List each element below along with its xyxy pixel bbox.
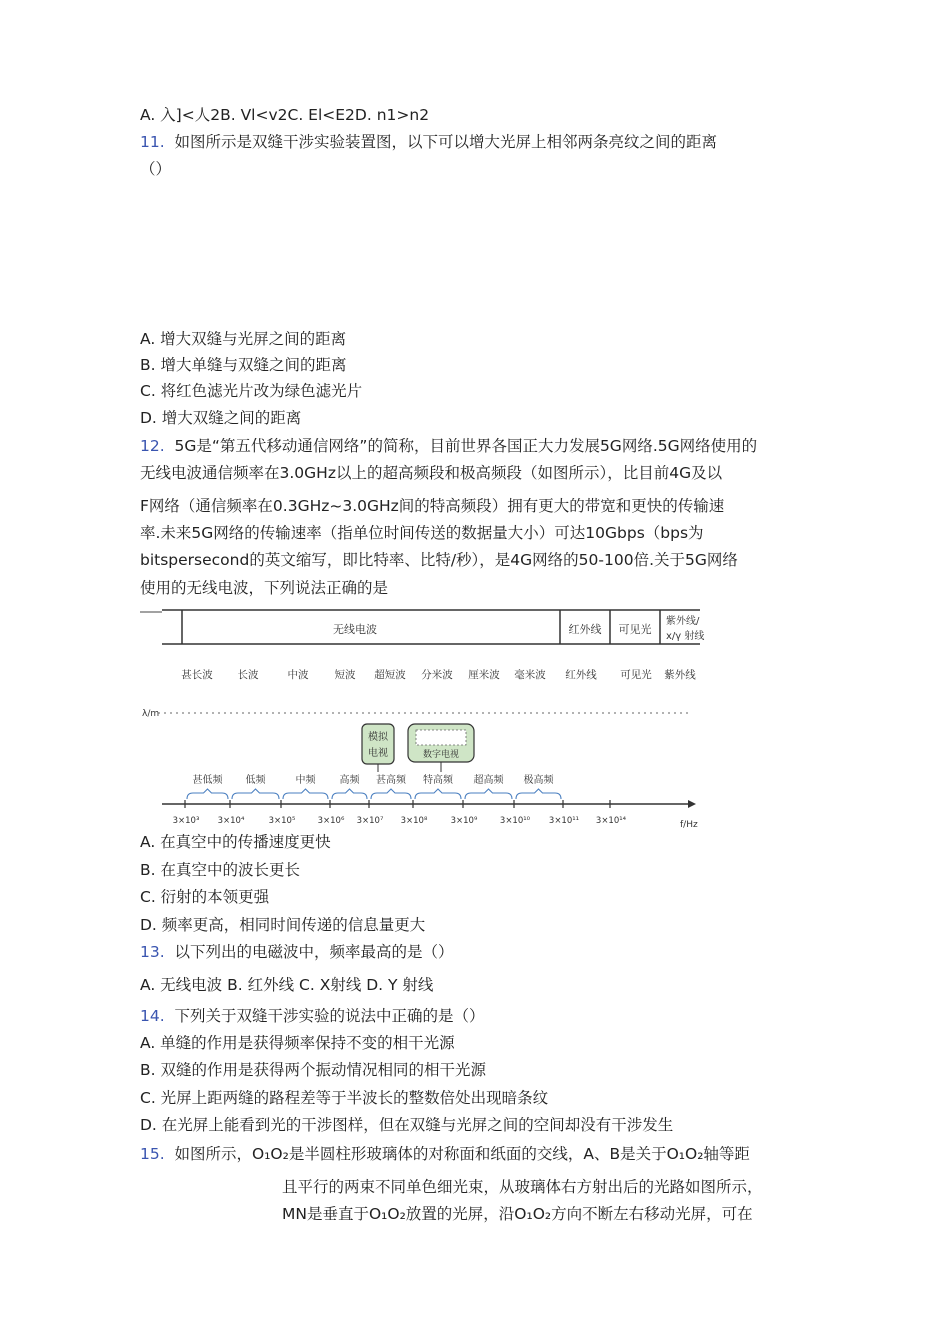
lambda-axis-label: λ/m bbox=[142, 709, 160, 719]
frequency-tick-label: 3×10⁶ bbox=[317, 816, 345, 826]
frequency-tick-label: 3×10⁹ bbox=[450, 816, 478, 826]
frequency-band-label: 超高频 bbox=[473, 775, 504, 786]
wave-band-label: 厘米波 bbox=[468, 669, 500, 681]
frequency-band-label: 甚低频 bbox=[192, 775, 223, 786]
q11-stem bbox=[140, 131, 717, 153]
frequency-tick-label: 3×10³ bbox=[172, 816, 200, 826]
analog-tv-label-1: 模拟 bbox=[368, 732, 388, 743]
question-text: 以下列出的电磁波中，频率最高的是（） bbox=[174, 943, 454, 961]
question-text: 下列关于双缝干涉实验的说法中正确的是（） bbox=[174, 1007, 485, 1025]
frequency-band-label: 高频 bbox=[339, 775, 360, 786]
question-number: 14. bbox=[140, 1007, 165, 1025]
q12-option-d: D. 频率更高，相同时间传递的信息量更大 bbox=[140, 916, 426, 934]
frequency-tick-label: 3×10⁵ bbox=[268, 816, 296, 826]
frequency-tick-label: 3×10¹⁴ bbox=[595, 816, 627, 826]
question-text: 如图所示是双缝干涉实验装置图，以下可以增大光屏上相邻两条亮纹之间的距离 bbox=[174, 133, 718, 151]
analog-tv-label-2: 电视 bbox=[368, 748, 388, 759]
wave-band-label: 毫米波 bbox=[514, 669, 546, 681]
q12-line-4: 率.未来5G网络的传输速率（指单位时间传送的数据量大小）可达10Gbps（bps为 bbox=[140, 524, 704, 542]
em-spectrum-figure bbox=[140, 606, 705, 834]
frequency-band-brace bbox=[516, 789, 561, 799]
q15-line-1 bbox=[140, 1143, 750, 1165]
q12-line-2: 无线电波通信频率在3.0GHz以上的超高频段和极高频段（如图所示），比目前4G及以 bbox=[140, 464, 723, 482]
q15-line-3: MN是垂直于O₁O₂放置的光屏，沿O₁O₂方向不断左右移动光屏，可在 bbox=[282, 1205, 753, 1223]
wave-band-label: 分米波 bbox=[421, 669, 453, 681]
q12-line-6: 使用的无线电波，下列说法正确的是 bbox=[140, 579, 389, 597]
question-number: 11. bbox=[140, 133, 165, 151]
wave-band-label: 红外线 bbox=[565, 669, 597, 681]
frequency-tick-label: 3×10¹⁰ bbox=[499, 816, 531, 826]
top-label-radio: 无线电波 bbox=[333, 623, 377, 636]
frequency-axis-unit: f/Hz bbox=[680, 820, 698, 830]
q13-stem bbox=[140, 941, 454, 963]
frequency-band-label: 甚高频 bbox=[376, 775, 406, 786]
q14-option-a: A. 单缝的作用是获得频率保持不变的相干光源 bbox=[140, 1034, 455, 1052]
wavelength-band-labels bbox=[181, 668, 696, 681]
frequency-tick-label: 3×10⁴ bbox=[217, 816, 245, 826]
q13-options: A. 无线电波 B. 红外线 C. X射线 D. Y 射线 bbox=[140, 976, 434, 994]
frequency-tick-label: 3×10¹¹ bbox=[548, 816, 580, 826]
q11-option-a: A. 增大双缝与光屏之间的距离 bbox=[140, 330, 347, 348]
q12-option-b: B. 在真空中的波长更长 bbox=[140, 861, 300, 879]
q14-option-d: D. 在光屏上能看到光的干涉图样，但在双缝与光屏之间的空间却没有干涉发生 bbox=[140, 1116, 674, 1134]
wave-band-label: 紫外线 bbox=[664, 669, 696, 681]
wave-band-label: 可见光 bbox=[620, 669, 652, 681]
frequency-axis-arrow bbox=[688, 800, 696, 808]
frequency-tick-label: 3×10⁸ bbox=[400, 816, 428, 826]
q12-option-c: C. 衍射的本领更强 bbox=[140, 888, 270, 906]
q14-stem bbox=[140, 1005, 485, 1027]
question-number: 12. bbox=[140, 437, 165, 455]
frequency-band-brace bbox=[283, 789, 328, 799]
frequency-band-labels bbox=[187, 773, 561, 799]
frequency-band-brace bbox=[332, 789, 367, 799]
top-label-infrared: 红外线 bbox=[568, 623, 602, 636]
frequency-band-brace bbox=[415, 789, 461, 799]
question-number: 15. bbox=[140, 1145, 165, 1163]
frequency-band-label: 低频 bbox=[245, 775, 266, 786]
question-text: 5G是“第五代移动通信网络”的简称，目前世界各国正大力发展5G网络.5G网络使用的 bbox=[174, 437, 758, 455]
question-number: 13. bbox=[140, 943, 165, 961]
wave-band-label: 短波 bbox=[334, 669, 356, 681]
wave-band-label: 甚长波 bbox=[181, 669, 213, 681]
frequency-band-brace bbox=[371, 789, 411, 799]
q10-options: A. 入]<人2B. Vl<v2C. El<E2D. n1>n2 bbox=[140, 106, 430, 124]
q11-option-c: C. 将红色滤光片改为绿色滤光片 bbox=[140, 382, 363, 400]
frequency-band-label: 极高频 bbox=[523, 775, 554, 786]
top-label-uv: 紫外线/ bbox=[666, 616, 700, 627]
q11-option-b: B. 增大单缝与双缝之间的距离 bbox=[140, 356, 347, 374]
q12-line-1 bbox=[140, 435, 757, 457]
frequency-band-label: 中频 bbox=[295, 775, 316, 786]
q14-option-b: B. 双缝的作用是获得两个振动情况相同的相干光源 bbox=[140, 1061, 486, 1079]
q12-line-3: F网络（通信频率在0.3GHz~3.0GHz间的特高频段）拥有更大的带宽和更快的传输速 bbox=[140, 497, 725, 515]
question-text: 如图所示，O₁O₂是半圆柱形玻璃体的对称面和纸面的交线，A、B是关于O₁O₂轴等距 bbox=[174, 1145, 750, 1163]
q14-option-c: C. 光屏上距两缝的路程差等于半波长的整数倍处出现暗条纹 bbox=[140, 1089, 549, 1107]
wave-band-label: 长波 bbox=[237, 669, 259, 681]
frequency-band-label: 特高频 bbox=[423, 775, 453, 786]
frequency-band-brace bbox=[232, 789, 279, 799]
frequency-band-brace bbox=[187, 789, 228, 799]
frequency-tick-label: 3×10⁷ bbox=[356, 816, 384, 826]
q12-option-a: A. 在真空中的传播速度更快 bbox=[140, 833, 331, 851]
top-label-visible: 可见光 bbox=[618, 623, 652, 636]
digital-tv-label: 数字电视 bbox=[422, 750, 460, 760]
q11-paren: （） bbox=[140, 160, 172, 178]
wave-band-label: 中波 bbox=[287, 669, 309, 681]
q11-option-d: D. 增大双缝之间的距离 bbox=[140, 409, 302, 427]
wave-band-label: 超短波 bbox=[374, 669, 406, 681]
frequency-band-brace bbox=[465, 789, 512, 799]
q15-line-2: 且平行的两束不同单色细光束，从玻璃体右方射出后的光路如图所示， bbox=[282, 1178, 763, 1196]
top-label-xray: x/γ 射线 bbox=[666, 631, 705, 642]
q12-line-5: bitspersecond的英文缩写，即比特率、比特/秒），是4G网络的50-100倍.关于5G网络 bbox=[140, 551, 738, 569]
digital-tv-blank bbox=[416, 730, 466, 745]
